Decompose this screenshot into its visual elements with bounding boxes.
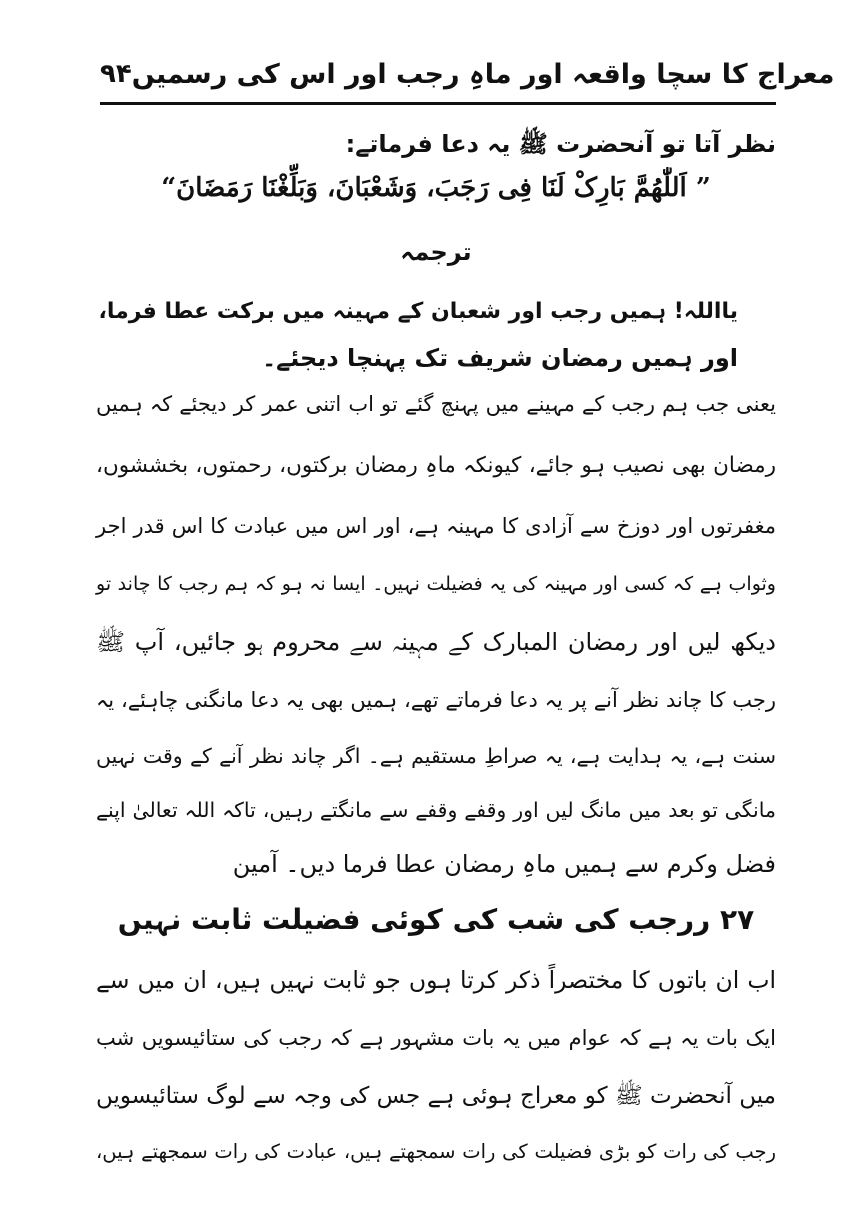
paragraph-line: وثواب ہے کہ کسی اور مہینہ کی یہ فضیلت نہیں۔ ایسا نہ ہو کہ ہم رجب کا چاند تو (96, 573, 776, 595)
intro-line: نظر آتا تو آنحضرت ﷺ یہ دعا فرماتے: (345, 130, 776, 158)
paragraph-line: مغفرتوں اور دوزخ سے آزادی کا مہینہ ہے، اور اس میں عبادت کا اس قدر اجر (96, 514, 776, 538)
paragraph-line: فضل وکرم سے ہمیں ماہِ رمضان عطا فرما دیں۔ آمین (232, 850, 776, 878)
section-heading: ۲۷ ررجب کی شب کی کوئی فضیلت ثابت نہیں (117, 903, 755, 936)
translation-heading: ترجمہ (400, 238, 472, 266)
section-line: رجب کی رات کو بڑی فضیلت کی رات سمجھتے ہیں، عبادت کی رات سمجھتے ہیں، (96, 1140, 776, 1163)
arabic-dua: ” اَللّٰھُمَّ بَارِکْ لَنَا فِی رَجَبَ، وَشَعْبَانَ، وَبَلِّغْنَا رَمَضَانَ“ (161, 173, 711, 203)
page-header (100, 52, 835, 96)
paragraph-line: دیکھ لیں اور رمضان المبارک کے مہینہ سے محروم ہو جائیں، آپ ﷺ (96, 628, 776, 656)
paragraph-line: یعنی جب ہم رجب کے مہینے میں پہنچ گئے تو اب اتنی عمر کر دیجئے کہ ہمیں (96, 392, 776, 416)
section-line: اب ان باتوں کا مختصراً ذکر کرتا ہوں جو ثابت نہیں ہیں، ان میں سے (96, 966, 776, 994)
section-line: میں آنحضرت ﷺ کو معراج ہوئی ہے جس کی وجہ سے لوگ ستائیسویں (96, 1083, 776, 1109)
header-divider (100, 102, 776, 105)
section-line: ایک بات یہ ہے کہ عوام میں یہ بات مشہور ہے کہ رجب کی ستائیسویں شب (96, 1026, 776, 1050)
page-number: ۹۴ (100, 59, 132, 89)
paragraph-line: رمضان بھی نصیب ہو جائے، کیونکہ ماہِ رمضان برکتوں، رحمتوں، بخششوں، (96, 453, 776, 478)
paragraph-line: مانگی تو بعد میں مانگ لیں اور وقفے وقفے سے مانگتے رہیں، تاکہ اللہ تعالیٰ اپنے (96, 798, 776, 822)
paragraph-line: سنت ہے، یہ ہدایت ہے، یہ صراطِ مستقیم ہے۔ اگر چاند نظر آنے کے وقت نہیں (96, 744, 776, 768)
paragraph-line: رجب کا چاند نظر آنے پر یہ دعا فرماتے تھے، ہمیں بھی یہ دعا مانگنی چاہئے، یہ (96, 688, 776, 712)
running-title: معراج کا سچا واقعہ اور ماہِ رجب اور اس کی رسمیں (131, 58, 835, 90)
translation-line: یااللہ! ہمیں رجب اور شعبان کے مہینہ میں برکت عطا فرما، (98, 299, 738, 324)
translation-line: اور ہمیں رمضان شریف تک پہنچا دیجئے۔ (262, 344, 738, 372)
